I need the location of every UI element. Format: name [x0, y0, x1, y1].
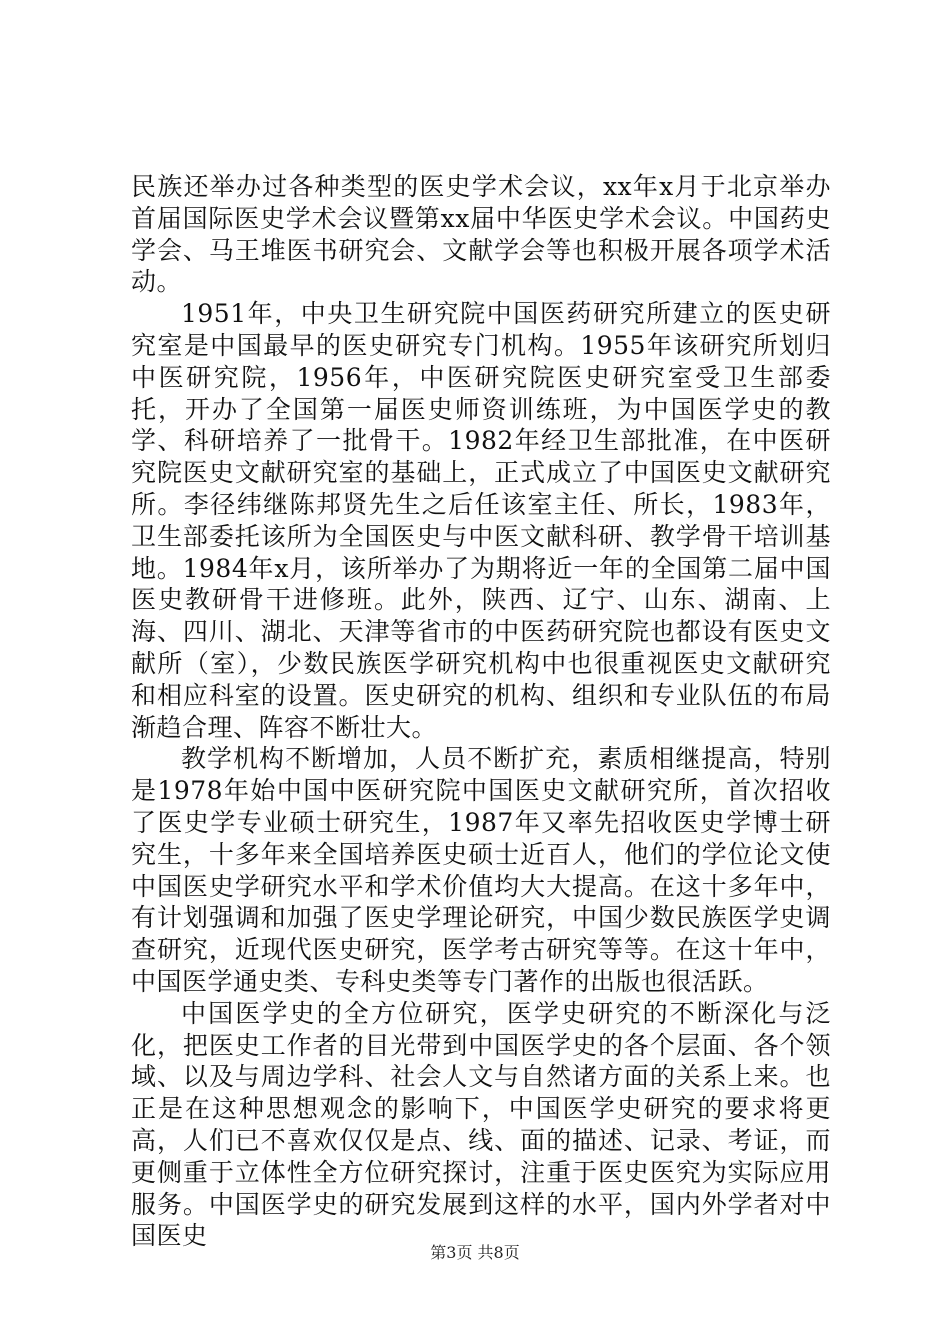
paragraph-1: 民族还举办过各种类型的医史学术会议，xx年x月于北京举办首届国际医史学术会议暨第xx届中华医史学术会议。中国药史学会、马王堆医书研究会、文献学会等也积极开展各项学术活动。 — [131, 172, 831, 297]
page-footer: 第3页 共8页 — [430, 1243, 520, 1262]
paragraph-3: 教学机构不断增加，人员不断扩充，素质相继提高，特别是1978年始中国中医研究院中国医史文献研究所，首次招收了医史学专业硕士研究生，1987年又率先招收医史学博士研究生，十多年来全国培养医史硕士近百人，他们的学位论文使中国医史学研究水平和学术价值均大大提高。在这十多年中，有计划强调和加强了医史学理论研究，中国少数民族医学史调查研究，近现代医史研究，医学考古研究等等。在这十年中，中国医学通史类、专科史类等专门著作的出版也很活跃。 — [131, 744, 831, 996]
body-text — [131, 171, 831, 1252]
paragraph-4: 中国医学史的全方位研究，医学史研究的不断深化与泛化，把医史工作者的目光带到中国医学史的各个层面、各个领域、以及与周边学科、社会人文与自然诸方面的关系上来。也正是在这种思想观念的影响下，中国医学史研究的要求将更高，人们已不喜欢仅仅是点、线、面的描述、记录、考证，而更侧重于立体性全方位研究探讨，注重于医史医究为实际应用服务。中国医学史的研究发展到这样的水平，国内外学者对中国医史 — [131, 998, 831, 1251]
paragraph-2: 1951年，中央卫生研究院中国医药研究所建立的医史研究室是中国最早的医史研究专门机构。1955年该研究所划归中医研究院，1956年，中医研究院医史研究室受卫生部委托，开办了全国第一届医史师资训练班，为中国医学史的教学、科研培养了一批骨干。1982年经卫生部批准，在中医研究院医史文献研究室的基础上，正式成立了中国医史文献研究所。李径纬继陈邦贤先生之后任该室主任、所长，1983年，卫生部委托该所为全国医史与中医文献科研、教学骨干培训基地。1984年x月，该所举办了为期将近一年的全国第二届中国医史教研骨干进修班。此外，陕西、辽宁、山东、湖南、上海、四川、湖北、天津等省市的中医药研究院也都设有医史文献所（室），少数民族医学研究机构中也很重视医史文献研究和相应科室的设置。医史研究的机构、组织和专业队伍的布局渐趋合理、阵容不断壮大。 — [131, 299, 831, 742]
